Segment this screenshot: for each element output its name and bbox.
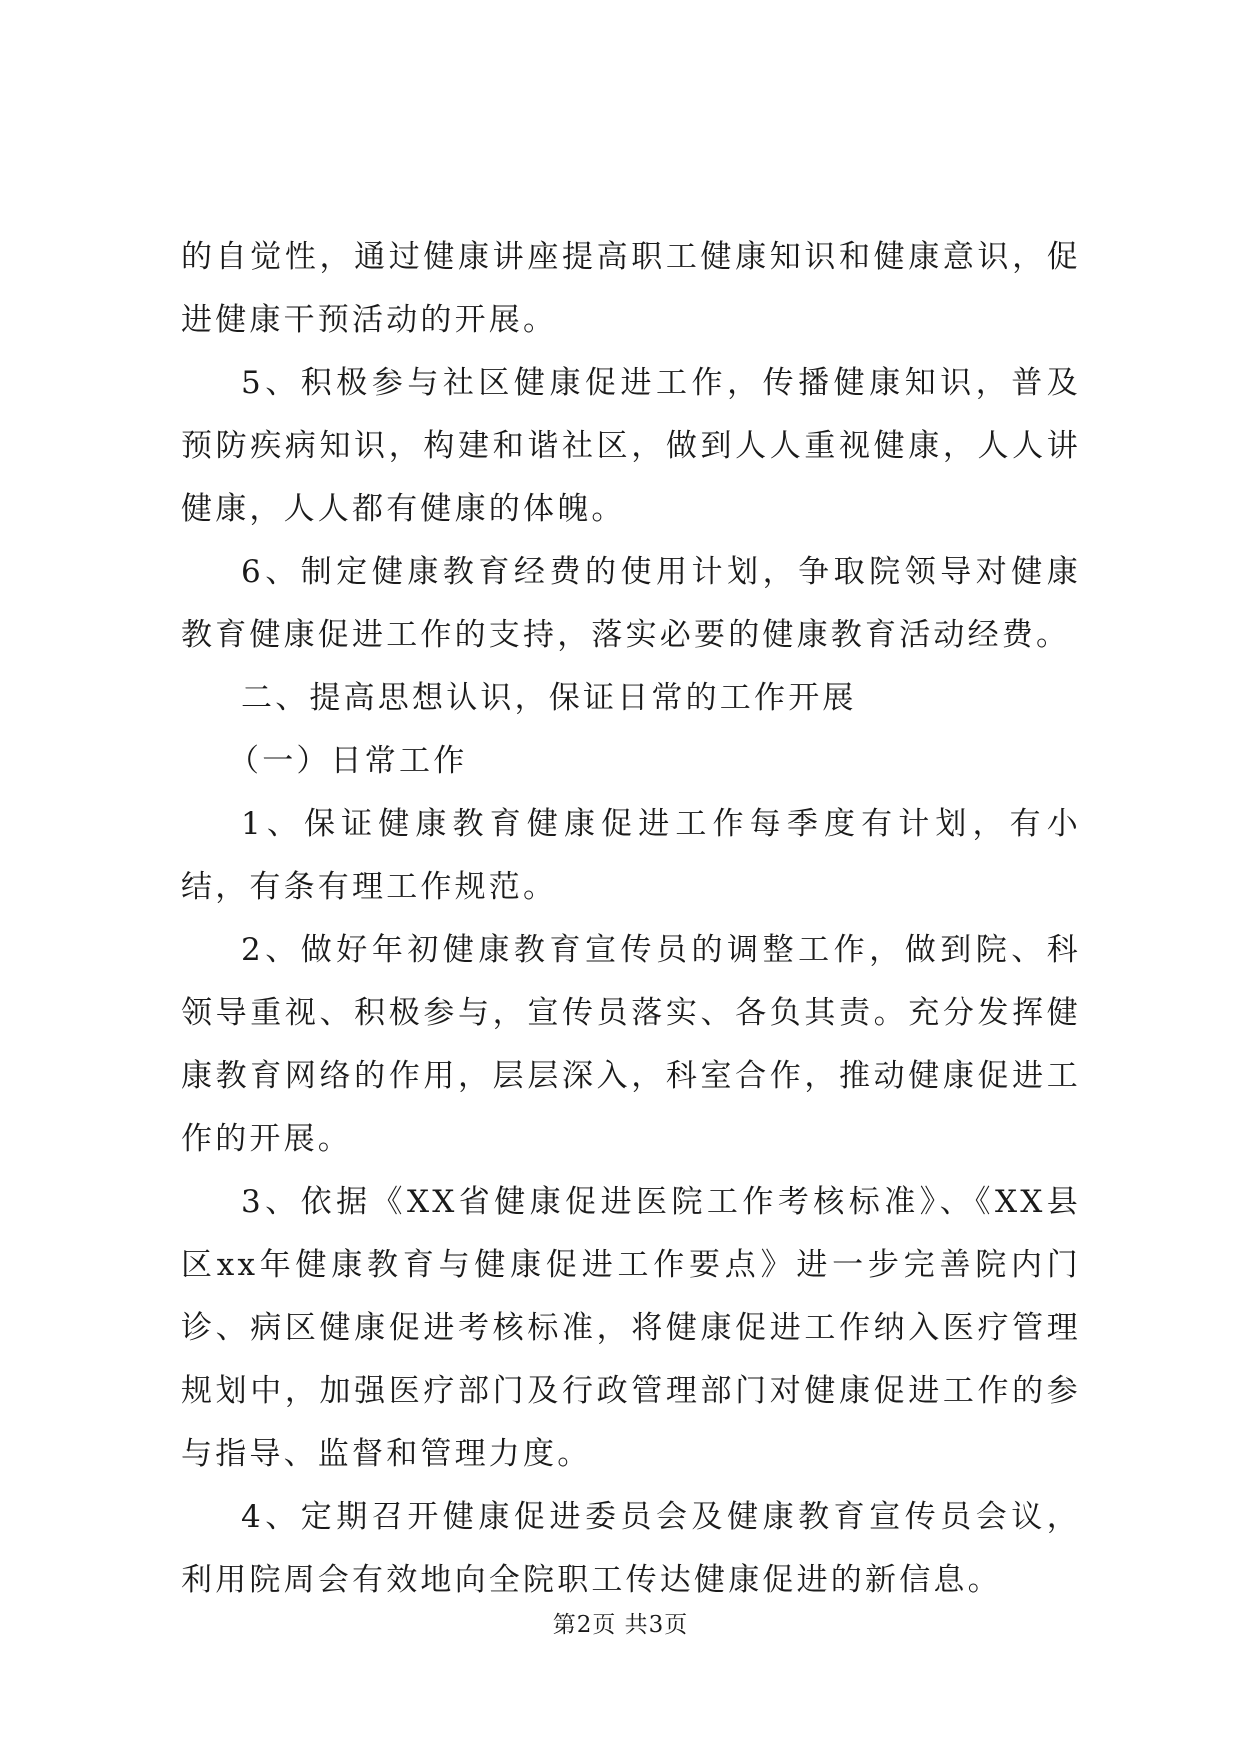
section-heading-2: 二、提高思想认识，保证日常的工作开展 xyxy=(241,680,857,716)
paragraph-item-2: 2、做好年初健康教育宣传员的调整工作，做到院、科领导重视、积极参与，宣传员落实、各负其责。充分发挥健康教育网络的作用，层层深入，科室合作，推动健康促进工作的开展。 xyxy=(181,932,1081,1157)
page-footer: 第2页 共3页 xyxy=(552,1612,689,1638)
subsection-heading-1: （一）日常工作 xyxy=(228,743,468,779)
paragraph-item-4: 4、定期召开健康促进委员会及健康教育宣传员会议，利用院周会有效地向全院职工传达健康促进的新信息。 xyxy=(181,1499,1081,1598)
paragraph-continuation: 的自觉性，通过健康讲座提高职工健康知识和健康意识，促进健康干预活动的开展。 xyxy=(181,239,1081,338)
paragraph-item-1: 1、保证健康教育健康促进工作每季度有计划，有小结，有条有理工作规范。 xyxy=(181,806,1081,905)
document-body xyxy=(181,226,1081,1612)
paragraph-item-3: 3、依据《XX省健康促进医院工作考核标准》、《XX县区xx年健康教育与健康促进工作要点》进一步完善院内门诊、病区健康促进考核标准，将健康促进工作纳入医疗管理规划中，加强医疗部门及行政管理部门对健康促进工作的参与指导、监督和管理力度。 xyxy=(181,1184,1081,1472)
paragraph-item-6: 6、制定健康教育经费的使用计划，争取院领导对健康教育健康促进工作的支持，落实必要的健康教育活动经费。 xyxy=(181,554,1081,653)
paragraph-item-5: 5、积极参与社区健康促进工作，传播健康知识，普及预防疾病知识，构建和谐社区，做到人人重视健康，人人讲健康，人人都有健康的体魄。 xyxy=(181,365,1081,527)
